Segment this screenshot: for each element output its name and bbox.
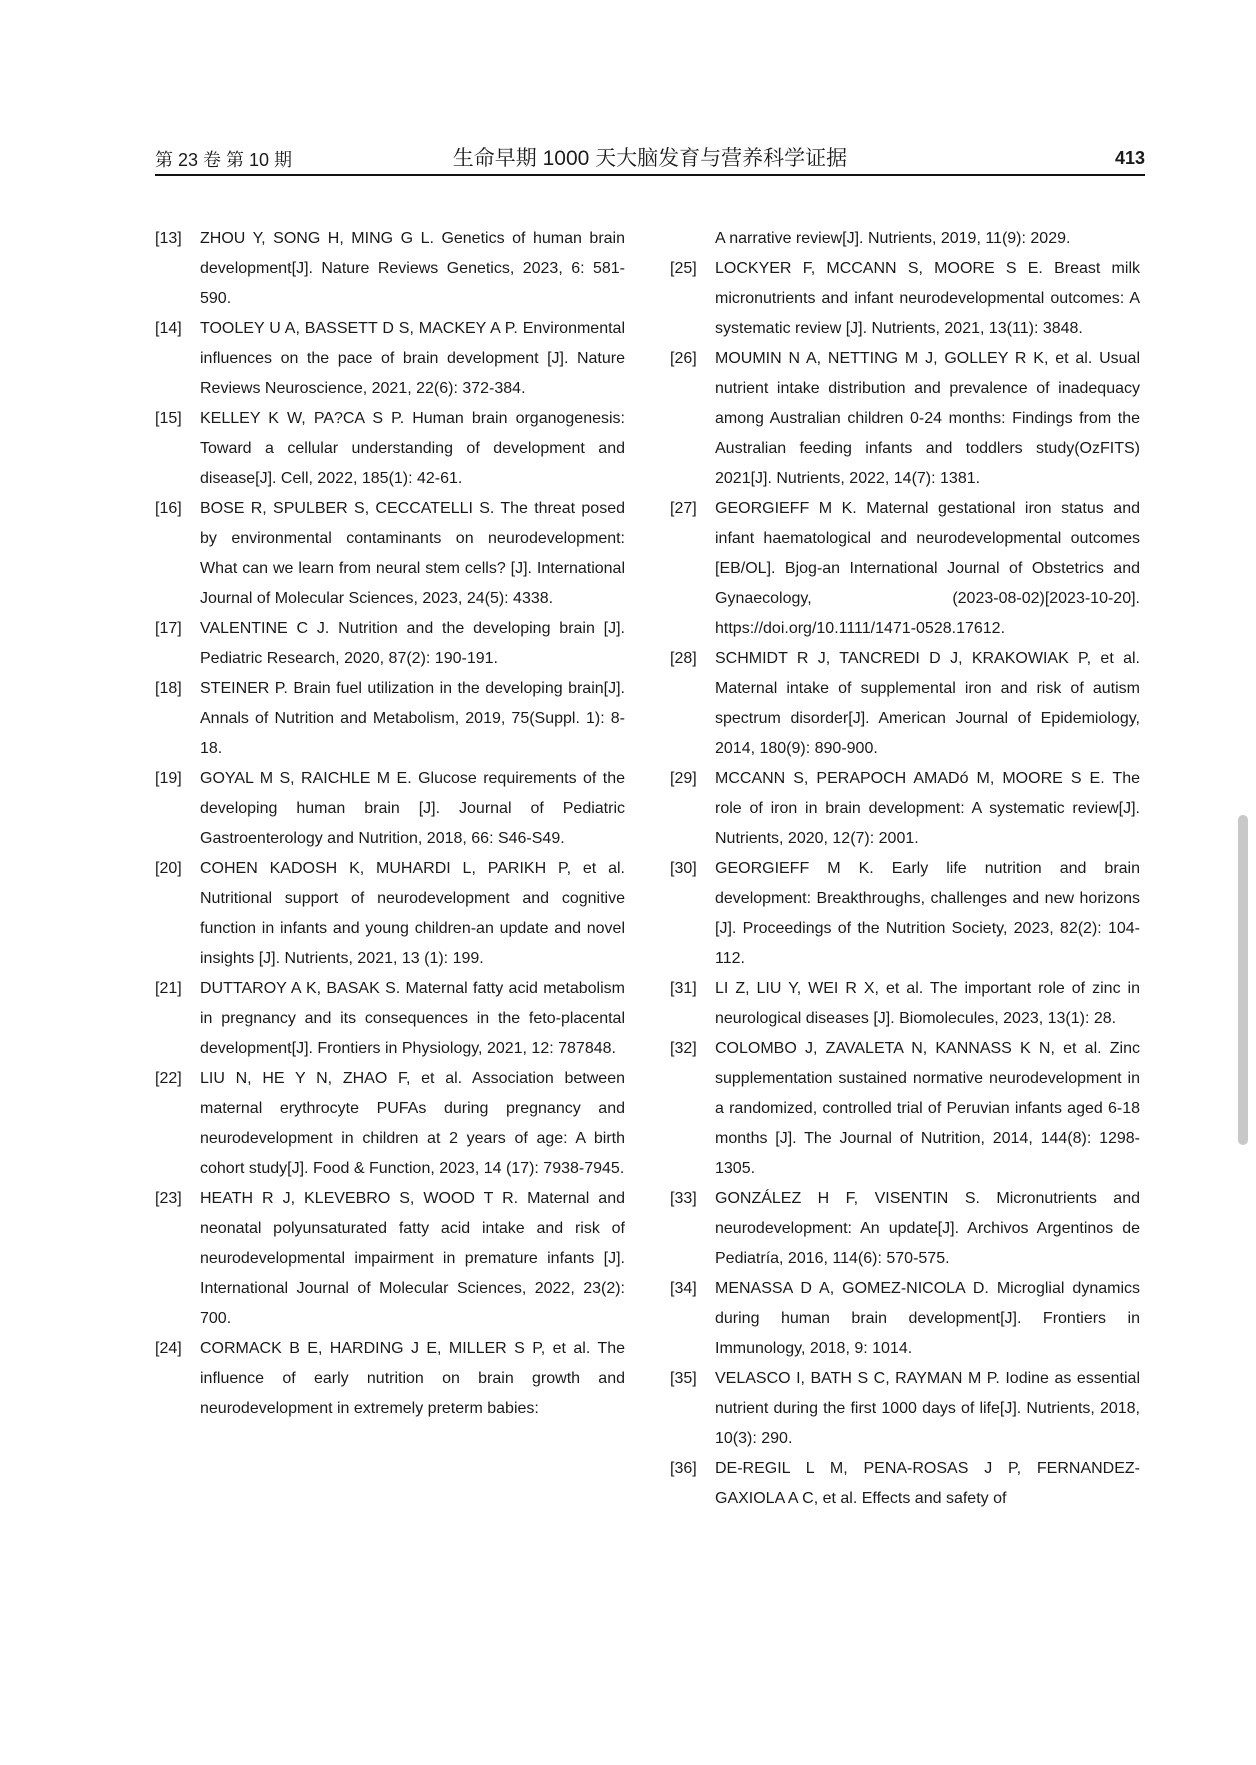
reference-item xyxy=(670,1364,1140,1454)
reference-number: [27] xyxy=(670,500,697,517)
reference-text: DUTTAROY A K, BASAK S. Maternal fatty acid metabolism in pregnancy and its consequences in the feto-placental development[J]. Frontiers in Physiology, 2021, 12: 787848. xyxy=(200,980,625,1057)
reference-text: DE-REGIL L M, PENA-ROSAS J P, FERNANDEZ-GAXIOLA A C, et al. Effects and safety of xyxy=(715,1460,1140,1507)
reference-column-right xyxy=(670,224,1140,1514)
reference-number: [14] xyxy=(155,320,182,337)
reference-text: SCHMIDT R J, TANCREDI D J, KRAKOWIAK P, et al. Maternal intake of supplemental iron and risk of autism spectrum disorder[J]. American Journal of Epidemiology, 2014, 180(9): 890-900. xyxy=(715,650,1140,757)
reference-number: [25] xyxy=(670,260,697,277)
reference-number: [23] xyxy=(155,1190,182,1207)
reference-number: [33] xyxy=(670,1190,697,1207)
reference-text: LIU N, HE Y N, ZHAO F, et al. Association between maternal erythrocyte PUFAs during pregnancy and neurodevelopment in children at 2 years of age: A birth cohort study[J]. Food & Function, 2023, 14 (17): 7938-7945. xyxy=(200,1070,625,1177)
reference-item xyxy=(670,494,1140,644)
reference-text: LOCKYER F, MCCANN S, MOORE S E. Breast milk micronutrients and infant neurodevelopmental outcomes: A systematic review [J]. Nutrients, 2021, 13(11): 3848. xyxy=(715,260,1140,337)
volume-issue: 第 23 卷 第 10 期 xyxy=(155,150,293,170)
reference-text: STEINER P. Brain fuel utilization in the developing brain[J]. Annals of Nutrition and Metabolism, 2019, 75(Suppl. 1): 8-18. xyxy=(200,680,625,757)
reference-item xyxy=(155,404,625,494)
reference-item xyxy=(670,1454,1140,1514)
scrollbar-thumb[interactable] xyxy=(1238,815,1248,1145)
reference-text: VELASCO I, BATH S C, RAYMAN M P. Iodine as essential nutrient during the first 1000 days of life[J]. Nutrients, 2018, 10(3): 290. xyxy=(715,1370,1140,1447)
reference-text: LI Z, LIU Y, WEI R X, et al. The important role of zinc in neurological diseases [J]. Biomolecules, 2023, 13(1): 28. xyxy=(715,980,1140,1027)
reference-item xyxy=(155,1184,625,1334)
reference-number: [26] xyxy=(670,350,697,367)
reference-number: [19] xyxy=(155,770,182,787)
reference-number: [31] xyxy=(670,980,697,997)
running-title: 生命早期 1000 天大脑发育与营养科学证据 xyxy=(452,147,848,170)
reference-item xyxy=(155,224,625,314)
reference-item xyxy=(670,254,1140,344)
reference-number: [22] xyxy=(155,1070,182,1087)
reference-text: MENASSA D A, GOMEZ-NICOLA D. Microglial dynamics during human brain development[J]. Frontiers in Immunology, 2018, 9: 1014. xyxy=(715,1280,1140,1357)
reference-item xyxy=(670,854,1140,974)
running-header xyxy=(155,142,1145,178)
reference-continuation: A narrative review[J]. Nutrients, 2019, 11(9): 2029. xyxy=(715,230,1071,247)
reference-item xyxy=(670,764,1140,854)
reference-number: [15] xyxy=(155,410,182,427)
reference-number: [30] xyxy=(670,860,697,877)
reference-number: [29] xyxy=(670,770,697,787)
reference-item xyxy=(155,1334,625,1424)
reference-text: CORMACK B E, HARDING J E, MILLER S P, et al. The influence of early nutrition on brain growth and neurodevelopment in extremely preterm babies: xyxy=(200,1340,625,1417)
reference-text: KELLEY K W, PA?CA S P. Human brain organogenesis: Toward a cellular understanding of development and disease[J]. Cell, 2022, 185(1): 42-61. xyxy=(200,410,625,487)
reference-column-left xyxy=(155,224,625,1424)
page-number: 413 xyxy=(1114,148,1145,168)
reference-number: [34] xyxy=(670,1280,697,1297)
reference-number: [36] xyxy=(670,1460,697,1477)
reference-number: [20] xyxy=(155,860,182,877)
reference-text: GOYAL M S, RAICHLE M E. Glucose requirements of the developing human brain [J]. Journal of Pediatric Gastroenterology and Nutrition, 2018, 66: S46-S49. xyxy=(200,770,625,847)
reference-number: [24] xyxy=(155,1340,182,1357)
reference-item xyxy=(155,674,625,764)
reference-item xyxy=(155,314,625,404)
reference-text: ZHOU Y, SONG H, MING G L. Genetics of human brain development[J]. Nature Reviews Genetics, 2023, 6: 581-590. xyxy=(200,230,625,307)
reference-number: [35] xyxy=(670,1370,697,1387)
reference-number: [32] xyxy=(670,1040,697,1057)
reference-item xyxy=(155,854,625,974)
reference-item xyxy=(155,614,625,674)
reference-item xyxy=(670,644,1140,764)
reference-item xyxy=(670,1274,1140,1364)
reference-item xyxy=(155,764,625,854)
reference-number: [21] xyxy=(155,980,182,997)
reference-text: GEORGIEFF M K. Early life nutrition and brain development: Breakthroughs, challenges and new horizons [J]. Proceedings of the Nutrition Society, 2023, 82(2): 104-112. xyxy=(715,860,1140,967)
reference-text: VALENTINE C J. Nutrition and the developing brain [J]. Pediatric Research, 2020, 87(2): 190-191. xyxy=(200,620,625,667)
header-rule xyxy=(155,174,1145,176)
reference-item xyxy=(670,974,1140,1034)
reference-number: [18] xyxy=(155,680,182,697)
reference-text: MOUMIN N A, NETTING M J, GOLLEY R K, et al. Usual nutrient intake distribution and prevalence of inadequacy among Australian children 0-24 months: Findings from the Australian feeding infants and toddlers study(OzFITS) 2021[J]. Nutrients, 2022, 14(7): 1381. xyxy=(715,350,1140,487)
reference-item xyxy=(155,494,625,614)
reference-number: [13] xyxy=(155,230,182,247)
reference-text: COLOMBO J, ZAVALETA N, KANNASS K N, et al. Zinc supplementation sustained normative neurodevelopment in a randomized, controlled trial of Peruvian infants aged 6-18 months [J]. The Journal of Nutrition, 2014, 144(8): 1298-1305. xyxy=(715,1040,1140,1177)
reference-number: [16] xyxy=(155,500,182,517)
reference-text: HEATH R J, KLEVEBRO S, WOOD T R. Maternal and neonatal polyunsaturated fatty acid intake and risk of neurodevelopmental impairment in premature infants [J]. International Journal of Molecular Sciences, 2022, 23(2): 700. xyxy=(200,1190,625,1327)
reference-text: GEORGIEFF M K. Maternal gestational iron status and infant haematological and neurodevelopmental outcomes [EB/OL]. Bjog-an International Journal of Obstetrics and Gynaecology, (2023-08-02)[2023-10-20]. https://doi.org/10.1111/1471-0528.17612. xyxy=(715,500,1140,637)
reference-number: [17] xyxy=(155,620,182,637)
reference-item xyxy=(670,1184,1140,1274)
reference-text: MCCANN S, PERAPOCH AMADó M, MOORE S E. The role of iron in brain development: A systematic review[J]. Nutrients, 2020, 12(7): 2001. xyxy=(715,770,1140,847)
reference-text: BOSE R, SPULBER S, CECCATELLI S. The threat posed by environmental contaminants on neurodevelopment: What can we learn from neural stem cells? [J]. International Journal of Molecular Sciences, 2023, 24(5): 4338. xyxy=(200,500,625,607)
reference-item xyxy=(670,1034,1140,1184)
reference-item xyxy=(155,1064,625,1184)
reference-text: GONZÁLEZ H F, VISENTIN S. Micronutrients and neurodevelopment: An update[J]. Archivos Argentinos de Pediatría, 2016, 114(6): 570-575. xyxy=(715,1190,1140,1267)
reference-text: TOOLEY U A, BASSETT D S, MACKEY A P. Environmental influences on the pace of brain development [J]. Nature Reviews Neuroscience, 2021, 22(6): 372-384. xyxy=(200,320,625,397)
reference-number: [28] xyxy=(670,650,697,667)
reference-item xyxy=(155,974,625,1064)
reference-item xyxy=(670,344,1140,494)
reference-text: COHEN KADOSH K, MUHARDI L, PARIKH P, et al. Nutritional support of neurodevelopment and cognitive function in infants and young children-an update and novel insights [J]. Nutrients, 2021, 13 (1): 199. xyxy=(200,860,625,967)
